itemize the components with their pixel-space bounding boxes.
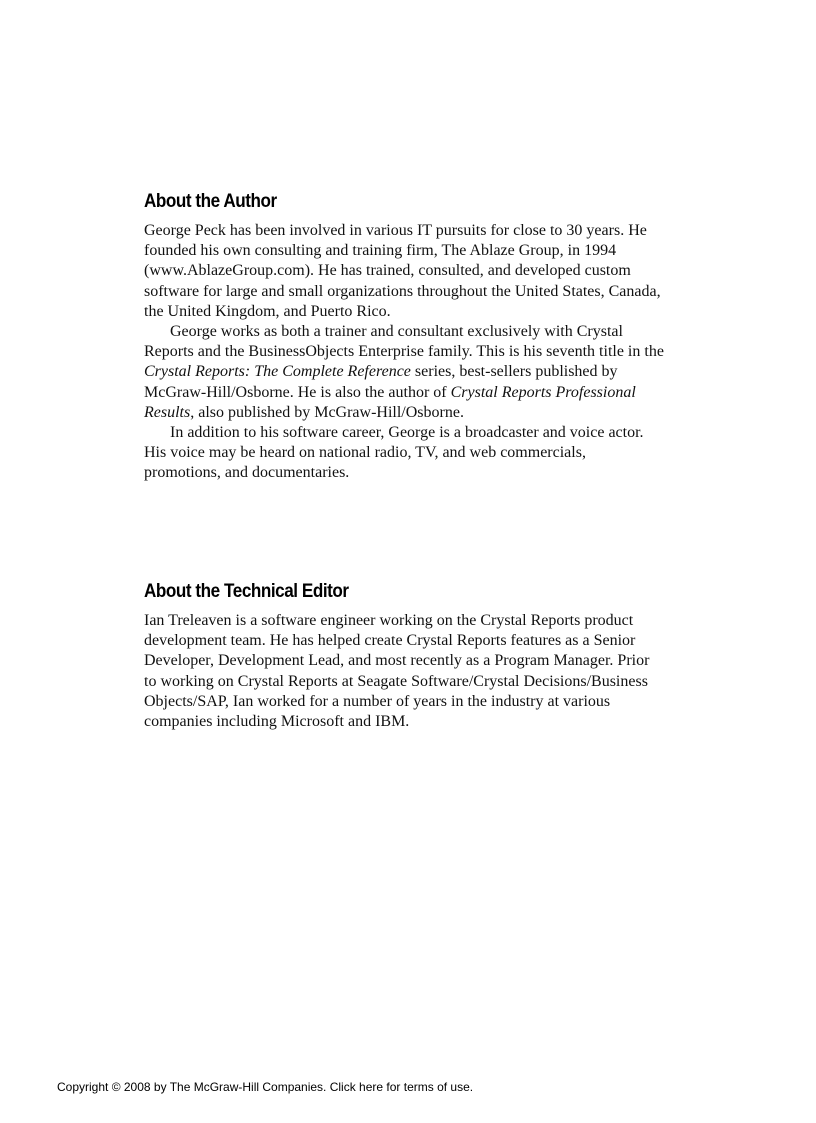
author-p2-text-c: , also published by McGraw-Hill/Osborne. bbox=[190, 403, 464, 421]
author-paragraph-1: George Peck has been involved in various IT pursuits for close to 30 years. He founded his own consulting and training firm, The Ablaze Group, in 1994 (www.AblazeGroup.com). He has trained, consulted, and developed custom software for large and small organizations throughout the United States, Canada, the United Kingdom, and Puerto Rico. bbox=[144, 222, 661, 320]
about-author-section bbox=[144, 190, 664, 484]
editor-paragraph: Ian Treleaven is a software engineer working on the Crystal Reports product development team. He has helped create Crystal Reports features as a Senior Developer, Development Lead, and most recently as a Program Manager. Prior to working on Crystal Reports at Seagate Software/Crystal Decisions/Business Objects/SAP, Ian worked for a number of years in the industry at various companies including Microsoft and IBM. bbox=[144, 612, 650, 731]
author-paragraph-3: In addition to his software career, George is a broadcaster and voice actor. His voice may be heard on national radio, TV, and web commercials, promotions, and documentaries. bbox=[144, 424, 644, 482]
book-title-complete-reference: Crystal Reports: The Complete Reference bbox=[144, 363, 411, 381]
about-author-heading: About the Author bbox=[144, 191, 277, 212]
about-editor-heading: About the Technical Editor bbox=[144, 581, 349, 602]
author-p2-text-a: George works as both a trainer and consultant exclusively with Crystal Reports and the BusinessObjects Enterprise family. This is his seventh title in the bbox=[144, 323, 664, 361]
author-paragraph-2 bbox=[144, 322, 664, 423]
book-title-professional-results: Crystal Reports Professional Results bbox=[144, 383, 636, 421]
copyright-terms-link[interactable]: Copyright © 2008 by The McGraw-Hill Companies. Click here for terms of use. bbox=[57, 1080, 474, 1094]
about-editor-section bbox=[144, 580, 664, 732]
author-p2-text-b: series, best-sellers published by McGraw-Hill/Osborne. He is also the author of bbox=[144, 363, 618, 401]
